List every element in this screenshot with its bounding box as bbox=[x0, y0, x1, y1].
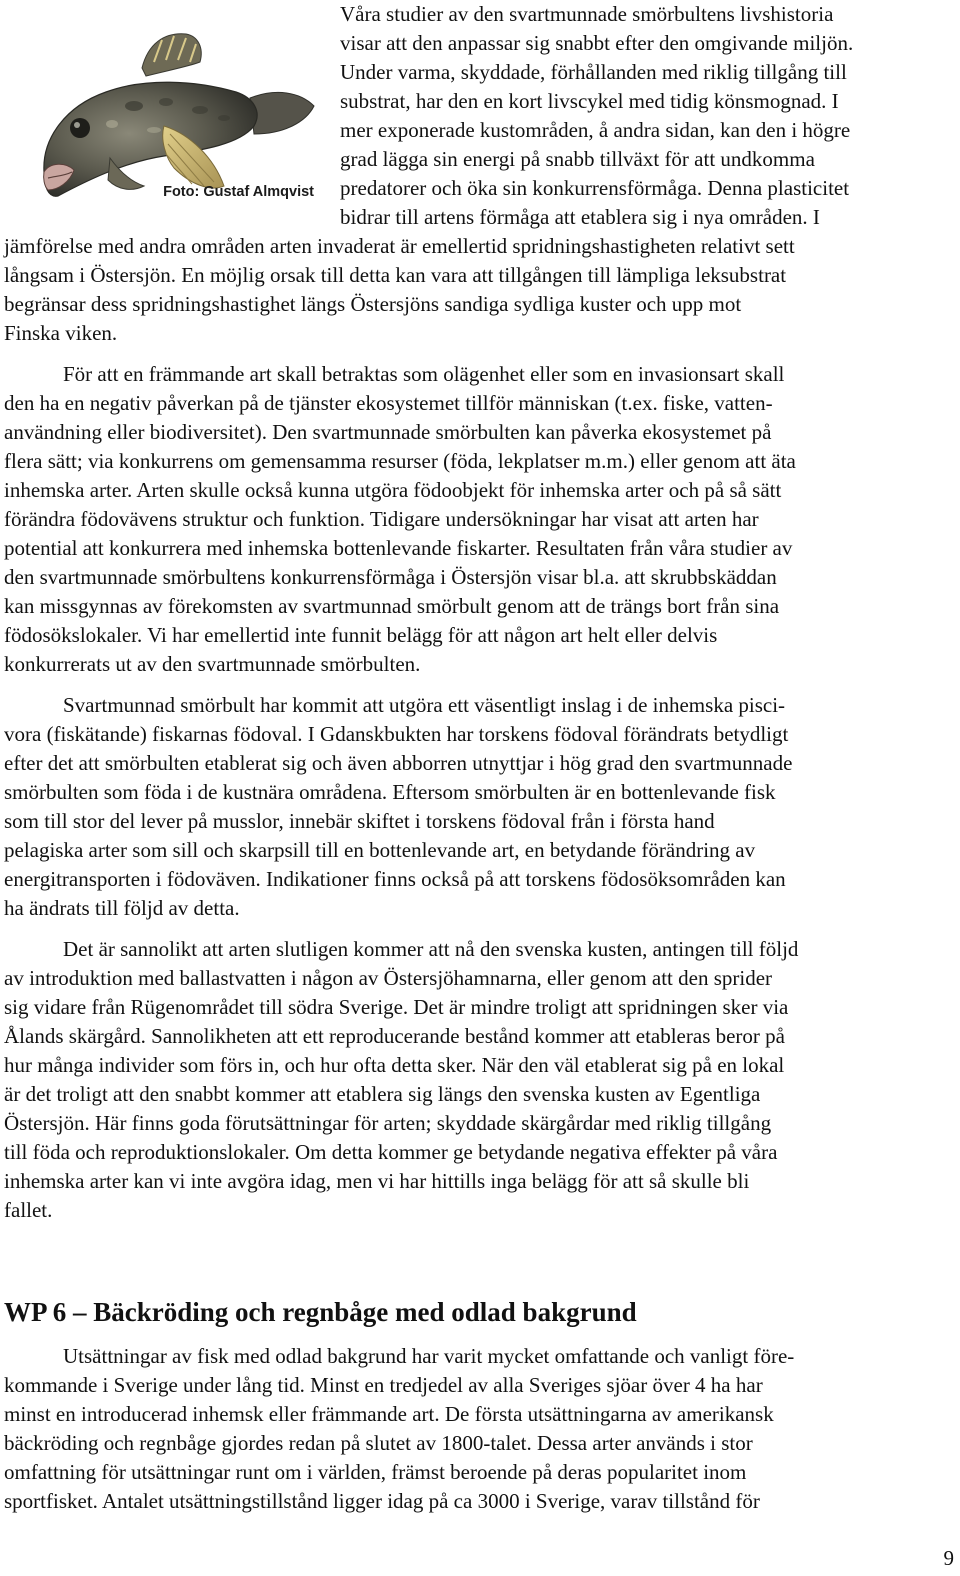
intro-line: långsam i Östersjön. En möjlig orsak till detta kan vara att tillgången till lämpliga leksubstrat bbox=[4, 263, 787, 287]
paragraph-line: Det är sannolikt att arten slutligen kommer att nå den svenska kusten, antingen till följd bbox=[63, 937, 799, 961]
intro-line: predatorer och öka sin konkurrensförmåga. Denna plasticitet bbox=[340, 176, 850, 200]
paragraph-line: vora (fiskätande) fiskarnas födoval. I Gdanskbukten har torskens födoval förändrats betydligt bbox=[4, 722, 789, 746]
paragraph-line: För att en främmande art skall betraktas som olägenhet eller som en invasionsart skall bbox=[63, 362, 785, 386]
page-number: 9 bbox=[943, 1546, 954, 1570]
fish-image-icon bbox=[14, 22, 320, 208]
intro-line: mer exponerade kustområden, å andra sidan, kan den i högre bbox=[340, 118, 851, 142]
paragraph-line: hur många individer som förs in, och hur ofta detta sker. När den väl etablerat sig på en lokal bbox=[4, 1053, 785, 1077]
paragraph-line: potential att konkurrera med inhemska bottenlevande fiskarter. Resultaten från våra studier av bbox=[4, 536, 793, 560]
intro-line: begränsar dess spridningshastighet längs Östersjöns sandiga sydliga kuster och upp mot bbox=[4, 292, 742, 316]
paragraph-line: den svartmunnade smörbultens konkurrensförmåga i Östersjön visar bl.a. att skrubbskäddan bbox=[4, 565, 777, 589]
intro-line: bidrar till artens förmåga att etablera sig i nya områden. I bbox=[340, 205, 820, 229]
paragraph-line: till föda och reproduktionslokaler. Om detta kommer ge betydande negativa effekter på våra bbox=[4, 1140, 778, 1164]
paragraph-line: Ålands skärgård. Sannolikheten att ett reproducerande bestånd kommer att etableras beror på bbox=[4, 1024, 785, 1048]
paragraph-line: konkurrerats ut av den svartmunnade smörbulten. bbox=[4, 652, 421, 676]
paragraph-line: kan missgynnas av förekomsten av svartmunnad smörbult genom att de trängs bort från sina bbox=[4, 594, 780, 618]
paragraph-line: användning eller biodiversitet). Den svartmunnade smörbulten kan påverka ekosystemet på bbox=[4, 420, 772, 444]
paragraph-line: flera sätt; via konkurrens om gemensamma resurser (föda, lekplatser m.m.) eller genom att äta bbox=[4, 449, 796, 473]
fish-photo bbox=[14, 22, 320, 208]
paragraph-line: är det troligt att den snabbt kommer att etablera sig längs den svenska kusten av Egentliga bbox=[4, 1082, 761, 1106]
photo-credit: Foto: Gustaf Almqvist bbox=[163, 184, 314, 200]
paragraph-line: ha ändrats till följd av detta. bbox=[4, 896, 240, 920]
paragraph-line: energitransporten i födoväven. Indikationer finns också på att torskens födosöksområden kan bbox=[4, 867, 786, 891]
paragraph-line: efter det att smörbulten etablerat sig och även abborren utnyttjar i hög grad den svartmunnade bbox=[4, 751, 793, 775]
intro-line: Finska viken. bbox=[4, 321, 118, 345]
paragraph-line: av introduktion med ballastvatten i någon av Östersjöhamnarna, eller genom att den sprider bbox=[4, 966, 773, 990]
paragraph-line: bäckröding och regnbåge gjordes redan på slutet av 1800-talet. Dessa arter används i stor bbox=[4, 1431, 753, 1455]
intro-line: Våra studier av den svartmunnade smörbultens livshistoria bbox=[340, 2, 834, 26]
intro-line: Under varma, skyddade, förhållanden med riklig tillgång till bbox=[340, 60, 847, 84]
paragraph-line: Svartmunnad smörbult har kommit att utgöra ett väsentligt inslag i de inhemska pisci- bbox=[63, 693, 786, 717]
intro-line: substrat, har den en kort livscykel med tidig könsmognad. I bbox=[340, 89, 839, 113]
paragraph-line: som till stor del lever på musslor, innebär skiftet i torskens födoval från i första hand bbox=[4, 809, 715, 833]
paragraph-line: sig vidare från Rügenområdet till södra Sverige. Det är mindre troligt att spridningen sker via bbox=[4, 995, 789, 1019]
paragraph-line: kommande i Sverige under lång tid. Minst en tredjedel av alla Sveriges sjöar över 4 ha har bbox=[4, 1373, 763, 1397]
intro-line: grad lägga sin energi på snabb tillväxt för att undkomma bbox=[340, 147, 815, 171]
paragraph-line: minst en introducerad inhemsk eller främmande art. De första utsättningarna av amerikansk bbox=[4, 1402, 774, 1426]
paragraph-line: sportfisket. Antalet utsättningstillstånd ligger idag på ca 3000 i Sverige, varav tillstånd för bbox=[4, 1489, 760, 1513]
section-heading: WP 6 – Bäckröding och regnbåge med odlad bakgrund bbox=[4, 1297, 637, 1327]
paragraph-line: födosökslokaler. Vi har emellertid inte funnit belägg för att någon art helt eller delvis bbox=[4, 623, 718, 647]
paragraph-line: fallet. bbox=[4, 1198, 53, 1222]
paragraph-line: Östersjön. Här finns goda förutsättningar för arten; skyddade skärgårdar med riklig tillgång bbox=[4, 1111, 772, 1135]
paragraph-line: pelagiska arter som sill och skarpsill till en bottenlevande art, en betydande förändring av bbox=[4, 838, 756, 862]
paragraph-line: inhemska arter kan vi inte avgöra idag, men vi har hittills inga belägg för att så skulle bli bbox=[4, 1169, 750, 1193]
paragraph-line: den ha en negativ påverkan på de tjänster ekosystemet tillför människan (t.ex. fiske, vatten- bbox=[4, 391, 773, 415]
intro-line: visar att den anpassar sig snabbt efter den omgivande miljön. bbox=[340, 31, 854, 55]
paragraph-line: inhemska arter. Arten skulle också kunna utgöra födoobjekt för inhemska arter och på så sätt bbox=[4, 478, 782, 502]
paragraph-line: omfattning för utsättningar runt om i världen, främst beroende på deras popularitet inom bbox=[4, 1460, 747, 1484]
paragraph-line: förändra födovävens struktur och funktion. Tidigare undersökningar har visat att arten har bbox=[4, 507, 759, 531]
intro-line: jämförelse med andra områden arten invaderat är emellertid spridningshastigheten relativt sett bbox=[4, 234, 795, 258]
paragraph-line: smörbulten som föda i de kustnära områdena. Eftersom smörbulten är en bottenlevande fisk bbox=[4, 780, 776, 804]
paragraph-line: Utsättningar av fisk med odlad bakgrund har varit mycket omfattande och vanligt före- bbox=[63, 1344, 795, 1368]
